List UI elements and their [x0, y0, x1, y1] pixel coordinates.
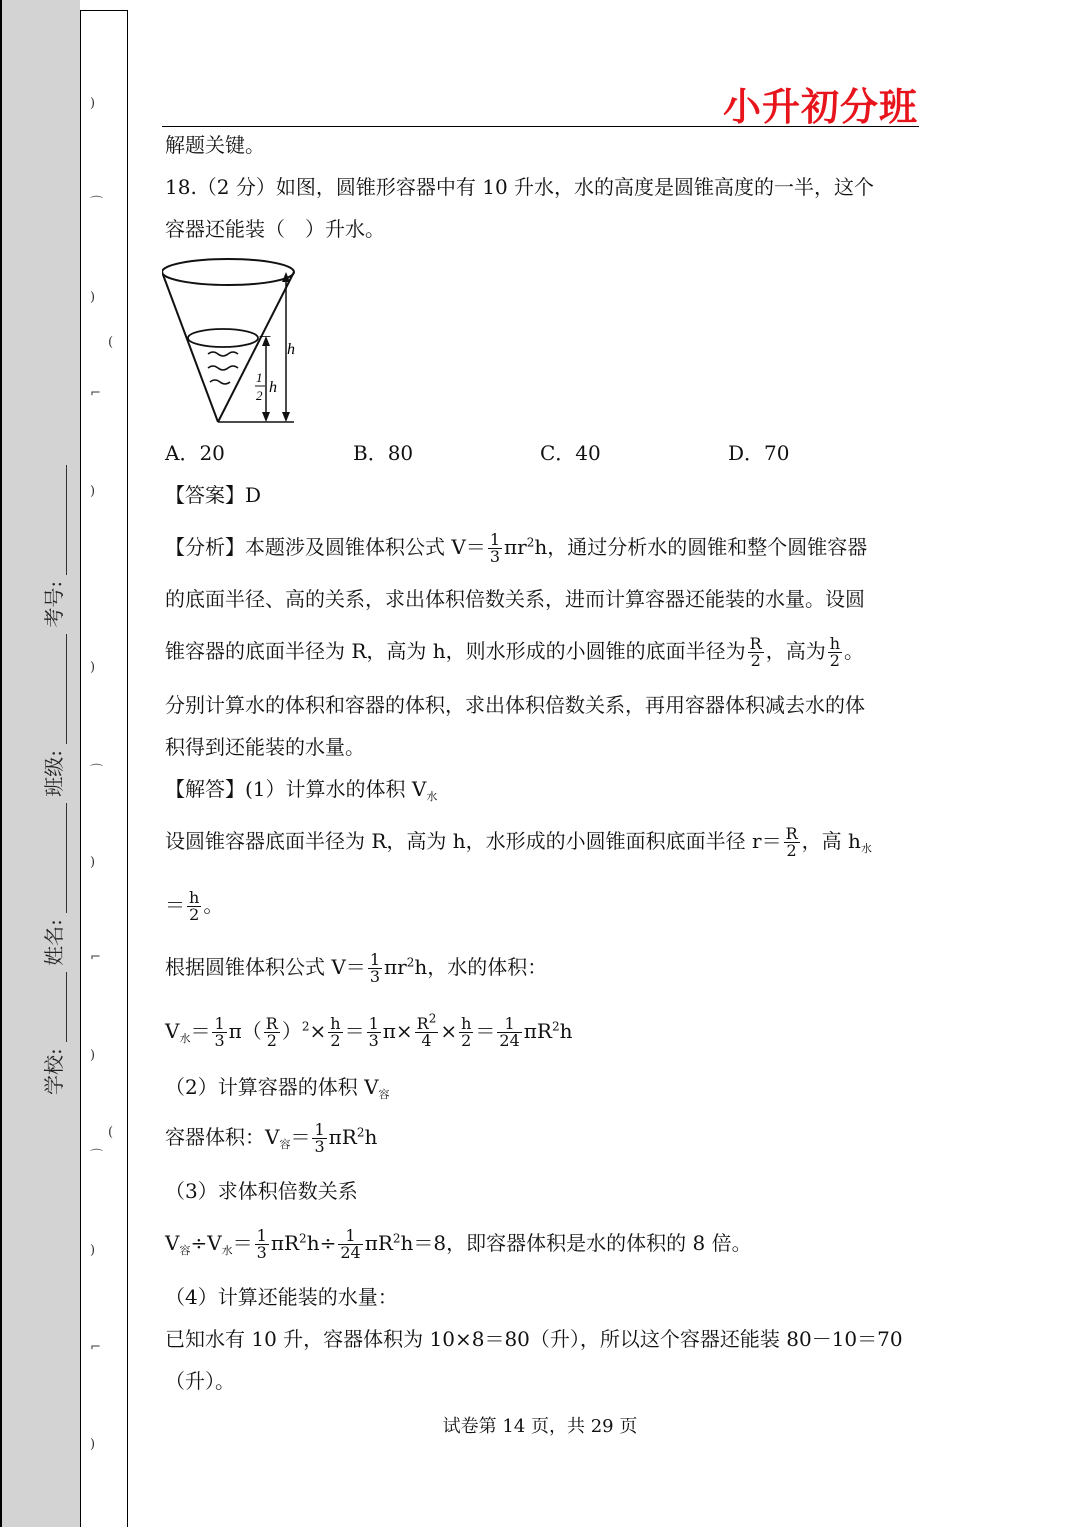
- binding-mark: (: [108, 1125, 114, 1140]
- question-line-2: 容器还能装（ ）升水。: [165, 217, 385, 241]
- solution-heading: 【解答】(1）计算水的体积 $V_水$: [165, 777, 438, 803]
- fig-h-label: h: [287, 341, 295, 358]
- step-3-heading: （3）求体积倍数关系: [165, 1179, 358, 1203]
- exam-no-label: 考号:: [42, 580, 66, 628]
- question-line-1: 18.（2 分）如图，圆锥形容器中有 10 升水，水的高度是圆锥高度的一半，这个: [165, 175, 875, 199]
- binding-mark: ⌒: [90, 1149, 104, 1164]
- intro-text: 解题关键。: [165, 133, 265, 157]
- exam-no-blank[interactable]: [48, 465, 67, 575]
- binding-mark: ⌒: [90, 764, 104, 779]
- final-line-2: （升）。: [165, 1369, 235, 1393]
- cone-figure: [162, 258, 302, 428]
- analysis-line-4: 分别计算水的体积和容器的体积，求出体积倍数关系，再用容器体积减去水的体: [165, 693, 865, 717]
- binding-mark: (: [108, 335, 114, 350]
- class-blank[interactable]: [48, 634, 67, 744]
- header-rule: [162, 126, 919, 127]
- svg-text:—: —: [259, 329, 271, 343]
- analysis-line-2: 的底面半径、高的关系，求出体积倍数关系，进而计算容器还能装的水量。设圆: [165, 587, 865, 611]
- option-a[interactable]: A．20: [165, 441, 225, 465]
- analysis-line-1: 【分析】本题涉及圆锥体积公式 V＝ $\frac{1}{3}$ $\pi r^2h$，通过分析水的圆锥和整个圆锥容器: [165, 530, 868, 566]
- option-d[interactable]: D．70: [728, 441, 790, 465]
- binding-mark: ⌒: [90, 196, 104, 211]
- ratio-equation: $V_容\div V_水=$ $\frac{1}{3}$ $\pi R^2h\div$ $\frac{1}{24}$ $\pi R^2h=8$，即容器体积是水的体积的 8 倍。: [165, 1226, 752, 1262]
- student-info-fields: [38, 465, 67, 1095]
- analysis-line-5: 积得到还能装的水量。: [165, 735, 365, 759]
- class-label: 班级:: [42, 750, 66, 797]
- final-line-1: 已知水有 10 升，容器体积为 10×8＝80（升），所以这个容器还能装 80－10＝70: [165, 1327, 903, 1351]
- option-b[interactable]: B．80: [353, 441, 414, 465]
- school-blank[interactable]: [48, 972, 67, 1042]
- binding-mark: ): [90, 1243, 96, 1258]
- fig-half-den: 2: [256, 388, 263, 403]
- step-4-heading: （4）计算还能装的水量：: [165, 1285, 398, 1309]
- binding-mark: ): [90, 96, 96, 111]
- solution-line-4: 根据圆锥体积公式 V＝ $\frac{1}{3}$ $\pi r^2h$，水的体积：: [165, 950, 548, 986]
- binding-mark: ⌐: [90, 950, 101, 965]
- binding-mark: ⌐: [90, 1340, 101, 1355]
- page-footer: 试卷第 14 页，共 29 页: [442, 1416, 638, 1437]
- solution-line-2: 设圆锥容器底面半径为 R，高为 h，水形成的小圆锥面积底面半径 r＝ $\frac{R}{2}$ ，高 $h_水$: [165, 824, 872, 860]
- option-c[interactable]: C．40: [540, 441, 601, 465]
- fig-half-num: 1: [256, 370, 263, 385]
- water-volume-equation: $V_水=$ $\frac{1}{3}$ π（ $\frac{R}{2}$ ）$^2$× $\frac{h}{2}$ ＝ $\frac{1}{3}$ π× $\frac{R^2}{4}$ × $\frac{h}{2}$ ＝ $\frac{1}{24}$ $\pi R^2h$: [165, 1011, 573, 1050]
- binding-mark: ): [90, 1048, 96, 1063]
- container-volume-equation: 容器体积：$V_容=$ $\frac{1}{3}$ $\pi R^2h$: [165, 1120, 378, 1156]
- name-label: 姓名:: [42, 919, 66, 966]
- solution-line-3: ＝ $\frac{h}{2}$ 。: [165, 888, 224, 924]
- step-2-heading: （2）计算容器的体积 $V_容$: [165, 1075, 390, 1101]
- binding-margin: [80, 10, 128, 1527]
- binding-mark: ⌐: [90, 386, 101, 401]
- school-label: 学校:: [42, 1048, 66, 1095]
- name-blank[interactable]: [48, 803, 67, 913]
- analysis-line-3: 锥容器的底面半径为 R，高为 h，则水形成的小圆锥的底面半径为 $\frac{R}{2}$ ，高为 $\frac{h}{2}$ 。: [165, 634, 865, 670]
- binding-mark: ): [90, 290, 96, 305]
- binding-mark: ): [90, 484, 96, 499]
- brand-title: 小升初分班: [722, 85, 918, 129]
- binding-mark: ): [90, 1437, 96, 1452]
- binding-mark: ): [90, 660, 96, 675]
- answer-line: 【答案】D: [165, 483, 262, 507]
- fig-half-h: h: [269, 379, 277, 396]
- binding-mark: ): [90, 855, 96, 870]
